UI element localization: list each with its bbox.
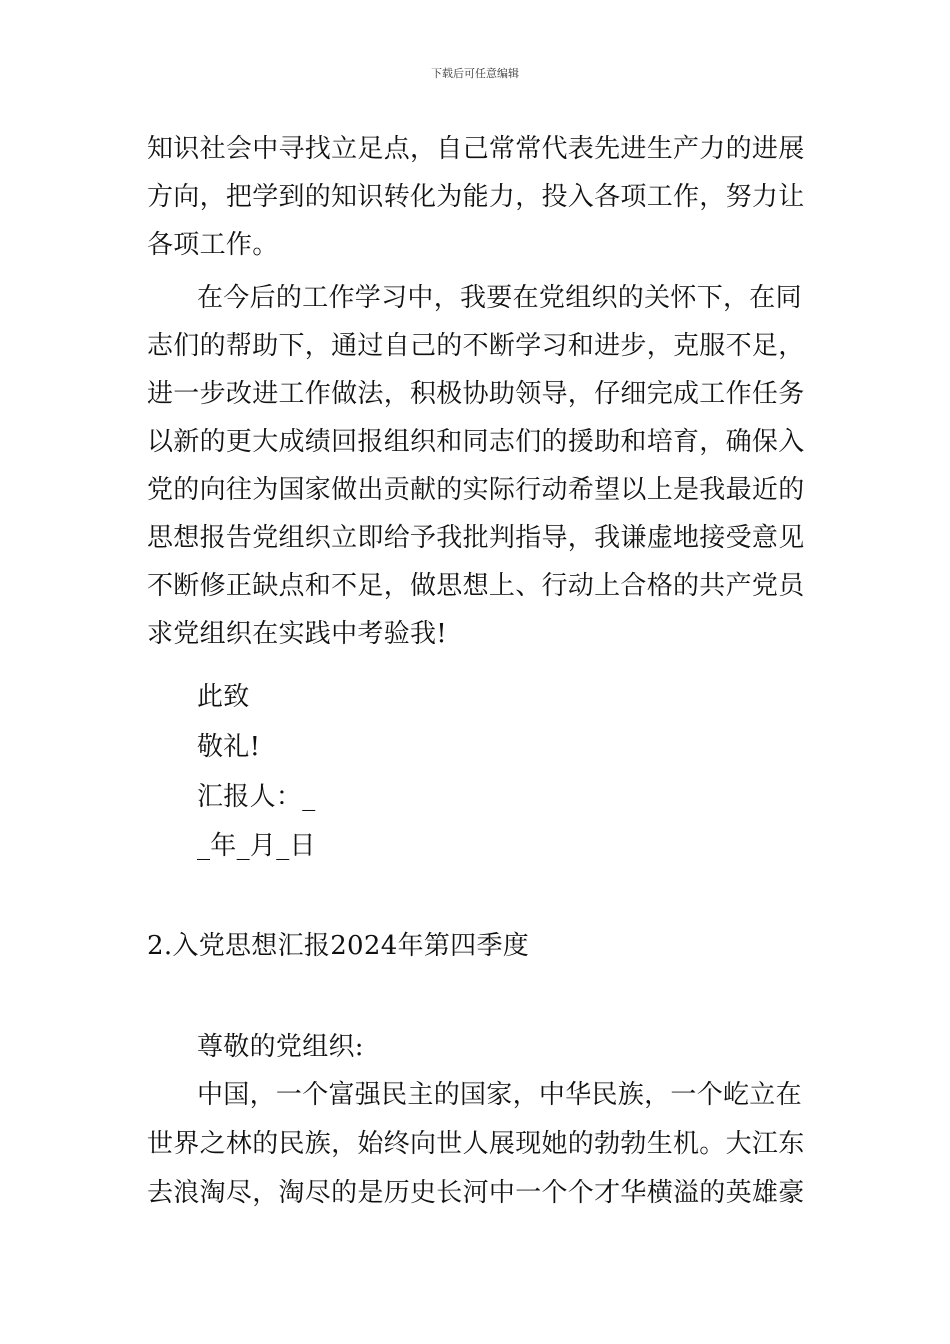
letter-greeting: 尊敬的党组织:	[197, 1032, 364, 1062]
closing-salutation: 此致	[197, 682, 250, 712]
body-line: 志们的帮助下，通过自己的不断学习和进步，克服不足，	[147, 331, 805, 361]
body-line: 世界之林的民族，始终向世人展现她的勃勃生机。大江东	[147, 1129, 805, 1159]
body-line: 以新的更大成绩回报组织和同志们的援助和培育，确保入	[147, 427, 805, 457]
paragraph-first-line: 中国，一个富强民主的国家，中华民族，一个屹立在	[197, 1080, 802, 1110]
page-header: 下载后可任意编辑	[431, 67, 519, 80]
body-line: 不断修正缺点和不足，做思想上、行动上合格的共产党员	[147, 571, 805, 601]
body-line: 去浪淘尽，淘尽的是历史长河中一个个才华横溢的英雄豪	[147, 1178, 805, 1208]
reporter-field: 汇报人：_	[197, 782, 316, 812]
body-line: 思想报告党组织立即给予我批判指导，我谦虚地接受意见	[147, 523, 805, 553]
body-line: 知识社会中寻找立足点，自己常常代表先进生产力的进展	[147, 134, 805, 164]
body-line: 方向，把学到的知识转化为能力，投入各项工作，努力让	[147, 182, 805, 212]
body-line: 各项工作。	[147, 230, 279, 260]
closing-regards: 敬礼!	[197, 732, 261, 762]
section-heading: 2.入党思想汇报2024年第四季度	[147, 931, 530, 961]
body-line: 进一步改进工作做法，积极协助领导，仔细完成工作任务	[147, 379, 805, 409]
date-field: _年_月_日	[197, 831, 316, 861]
paragraph-first-line: 在今后的工作学习中，我要在党组织的关怀下，在同	[197, 283, 802, 313]
body-line: 求党组织在实践中考验我!	[147, 619, 448, 649]
body-line: 党的向往为国家做出贡献的实际行动希望以上是我最近的	[147, 475, 805, 505]
